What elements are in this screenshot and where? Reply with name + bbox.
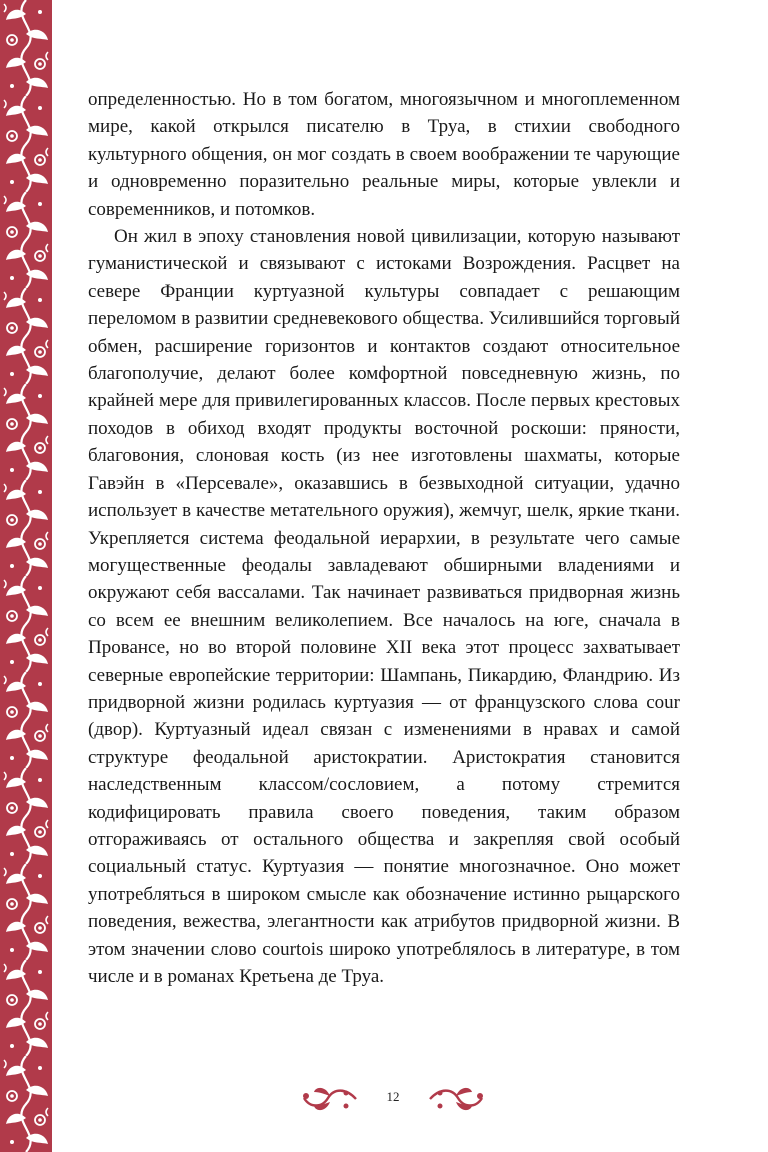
page-number: 12 xyxy=(386,1089,400,1104)
paragraph-2: Он жил в эпоху становления новой цивилизации, которую называют гуманистической и связывают с истоками Возрождения. Расцвет на севере Франции куртуазной культуры совпадает с решающим переломом в развитии средневекового общества. Усилившийся торговый обмен, расширение горизонтов и контактов создают относительное благополучие, делают более комфортной повседневную жизнь, по крайней мере для привилегированных классов. После первых крестовых походов в обиход входят продукты восточной роскоши: пряности, благовония, слоновая кость (из нее изготовлены шахматы, которые Гавэйн в «Персевале», оказавшись в безвыходной ситуации, удачно использует в качестве метательного оружия), жемчуг, шелк, яркие ткани. Укрепляется система феодальной иерархии, в результате чего самые могущественные феодалы завладевают обширными владениями и окружают себя вассалами. Так начинает развиваться придворная жизнь со всем ее внешним великолепием. Все началось на юге, сначала в Провансе, но во второй половине XII века этот процесс захватывает северные европейские территории: Шампань, Пикардию, Фландрию. Из придворной жизни родилась куртуазия — от французского слова cour (двор). Куртуазный идеал связан с изменениями в нравах и самой структуре феодальной аристократии. Аристократия становится наследственным классом/сословием, а потому стремится кодифицировать правила своего поведения, таким образом отгораживаясь от остального общества и закрепляя свой особый социальный статус. Куртуазия — понятие многозначное. Оно может употребляться в широком смысле как обозначение истинно рыцарского поведения, вежества, элегантности как атрибутов придворной жизни. В этом значении слово courtois широко употреблялось в литературе, в том числе и в романах Кретьена де Труа. xyxy=(88,226,680,987)
paragraph-1: определенностью. Но в том богатом, многоязычном и многоплеменном мире, какой открылся писателю в Труа, в стихии свободного культурного общения, он мог создать в своем воображении те чарующие и одновременно поразительно реальные миры, которые увлекли и современников, и потомков. xyxy=(88,89,680,220)
floral-border-ornament xyxy=(0,0,52,1152)
page-footer xyxy=(300,1082,500,1122)
body-text xyxy=(88,86,680,990)
left-flourish-icon xyxy=(300,1084,358,1114)
right-flourish-icon xyxy=(428,1084,486,1114)
